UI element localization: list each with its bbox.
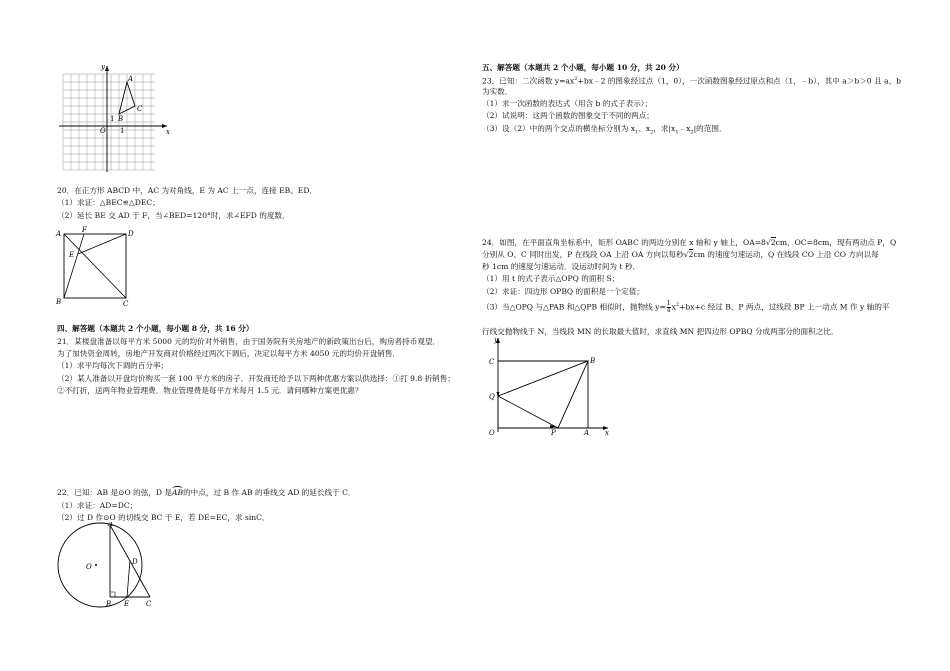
q24-l1r: 2 bbox=[770, 238, 776, 247]
rect-q-label: Q bbox=[489, 393, 495, 401]
q23-line1 bbox=[482, 74, 901, 87]
frac-num: 1 bbox=[666, 300, 671, 308]
x-axis-label: x bbox=[166, 128, 170, 136]
grid-triangle-figure bbox=[55, 62, 175, 174]
section-4-heading: 四、解答题（本题共 2 个小题，每小题 8 分，共 16 分） bbox=[57, 324, 254, 333]
q23-line5 bbox=[482, 123, 727, 139]
rect-o-label: O bbox=[489, 429, 495, 436]
rect-y-label: y bbox=[494, 336, 498, 344]
circ-label-a: A bbox=[108, 522, 114, 528]
rect-c-label: C bbox=[489, 358, 495, 366]
q24-line7: 行线交抛物线于 N，当线段 MN 的长取最大值时，求直线 MN 把四边形 OPBQ 分成两部分的面积之比． bbox=[482, 327, 839, 336]
q21-line3: （1）求平均每次下调的百分率； bbox=[57, 361, 169, 370]
q20-part2: （2）延长 BE 交 AD 于 F，当∠BED=120°时，求∠EFD 的度数． bbox=[57, 211, 290, 220]
circ-label-c: C bbox=[146, 600, 152, 608]
q23-l1sup: 2 bbox=[574, 76, 578, 82]
q21-line4: （2）某人准备以开盘均价购买一套 100 平方米的房子．开发商还给予以下两种优惠方案以供选择：①打 9.8 折销售； bbox=[57, 374, 455, 383]
q24-l1b: cm，OC=8cm，现有两动点 P，Q bbox=[775, 238, 897, 247]
q23-l5b: 、x bbox=[638, 124, 651, 133]
q24-line3: 秒 1cm 的速度匀速运动．设运动时间为 t 秒． bbox=[482, 262, 641, 271]
circ-label-o: O bbox=[86, 563, 92, 571]
tick-1-x: 1 bbox=[120, 127, 125, 135]
q21-line2: 为了加快资金周转，房地产开发商对价格经过两次下调后，决定以每平方米 4050 元的均价开盘销售． bbox=[57, 349, 401, 358]
q24-l2b: cm 的速度匀速运动，Q 在线段 CO 上沿 CO 方向以每 bbox=[693, 250, 879, 259]
sq-label-e: E bbox=[69, 251, 75, 259]
q24-l2r: 2 bbox=[688, 250, 694, 259]
circle-figure bbox=[54, 522, 164, 614]
point-c-label: C bbox=[137, 105, 143, 113]
q24-line4: （1）用 t 的式子表示△OPQ 的面积 S； bbox=[482, 274, 620, 283]
sqrt-sign: √ bbox=[765, 238, 771, 247]
q23-l5s1: 1 bbox=[635, 129, 639, 136]
square-abcd-figure bbox=[54, 224, 144, 308]
sq-label-d: D bbox=[128, 230, 134, 238]
q20-stem: 20．在正方形 ABCD 中，AC 为对角线，E 为 AC 上一点，连接 EB、ED． bbox=[57, 186, 318, 195]
q23-l5s3: 1 bbox=[675, 129, 679, 136]
q23-l5s4: 2 bbox=[690, 129, 694, 136]
q24-line5: （2）求证：四边形 OPBQ 的面积是一个定值； bbox=[482, 287, 644, 296]
rect-x-label: x bbox=[605, 429, 609, 436]
q24-l6b: x bbox=[671, 302, 676, 312]
sq-label-c: C bbox=[123, 300, 129, 308]
q21-line5: ②不打折，送两年物业管理费．物业管理费是每平方米每月 1.5 元．请问哪种方案更优惠？ bbox=[57, 386, 363, 395]
tick-1-y: 1 bbox=[110, 115, 115, 123]
q24-l6a: （3）当△OPQ 与△PAB 和△QPB 相似时，抛物线 y= bbox=[482, 302, 666, 312]
q20-part1: （1）求证：△BEC≌△DEC； bbox=[57, 198, 160, 207]
point-a-label: A bbox=[128, 75, 134, 83]
q24-l6sup: 2 bbox=[675, 302, 680, 308]
q22-stem-b: 的中点，过 B 作 AB 的垂线交 AD 的延长线于 C． bbox=[183, 488, 356, 497]
section-5-heading: 五、解答题（本题共 2 个小题，每小题 10 分，共 20 分） bbox=[482, 63, 684, 72]
sqrt-sign: √ bbox=[683, 250, 689, 259]
q23-line2: 为实数． bbox=[482, 87, 513, 96]
circ-label-e: E bbox=[124, 600, 130, 608]
q23-line4: （2）试说明：这两个函数的图象交于不同的两点； bbox=[482, 111, 654, 120]
q23-line3: （1）求一次函数的表达式（用含 b 的式子表示）； bbox=[482, 99, 653, 108]
q22-arc bbox=[172, 487, 183, 498]
q22-stem-a: 22．已知：AB 是⊙O 的弦，D 是 bbox=[57, 488, 172, 497]
q24-line2 bbox=[482, 249, 879, 260]
sq-label-f: F bbox=[82, 226, 87, 234]
sq-label-b: B bbox=[56, 298, 62, 306]
q24-l1a: 24．如图，在平面直角坐标系中，矩形 OABC 的两边分别在 x 轴和 y 轴上，OA=8 bbox=[482, 238, 766, 247]
q23-l5a: （3）设（2）中的两个交点的横坐标分别为 x bbox=[482, 124, 636, 133]
arc-label: AB bbox=[172, 488, 184, 497]
q23-l5d: ﹣x bbox=[678, 124, 691, 133]
q23-l5e: |的范围． bbox=[693, 124, 727, 133]
q24-line1 bbox=[482, 237, 896, 248]
q23-l1a: 23．已知：二次函数 y=ax bbox=[482, 76, 575, 86]
q22-part2: （2）过 D 作⊙O 的切线交 BC 于 E，若 DE=EC，求 sinC． bbox=[57, 513, 270, 522]
q22-stem bbox=[57, 487, 356, 498]
q24-l2a: 分别从 O、C 同时出发，P 在线段 OA 上沿 OA 方向以每秒 bbox=[482, 250, 684, 259]
circ-label-d: D bbox=[132, 558, 138, 566]
point-b-label: B bbox=[118, 115, 124, 123]
rect-a-label: A bbox=[584, 429, 590, 436]
q22-part1: （1）求证：AD=DC； bbox=[57, 501, 138, 510]
circ-label-b: B bbox=[106, 600, 112, 608]
rect-b-label: B bbox=[590, 357, 596, 365]
frac-den: 4 bbox=[666, 307, 671, 315]
q24-l6c: +bx+c 经过 B、P 两点，过线段 BP 上一动点 M 作 y 轴的平 bbox=[679, 302, 890, 312]
arc-mark bbox=[172, 486, 183, 491]
q21-line1: 21．某楼盘准备以每平方米 5000 元的均价对外销售，由于国务院有关房地产的新政策出台后，购房者持币观望． bbox=[57, 337, 441, 346]
rectangle-oabc-figure bbox=[484, 334, 614, 436]
q24-line6 bbox=[482, 300, 889, 314]
q23-l5s2: 2 bbox=[650, 129, 654, 136]
rect-p-label: P bbox=[551, 429, 556, 436]
q23-l1b: +bx﹣2 的图象经过点（1，0），一次函数图象经过原点和点（1，﹣b），其中 a＞b＞0 且 a、b bbox=[577, 76, 902, 86]
q23-l5c: ，求|x bbox=[653, 124, 676, 133]
origin-label: O bbox=[100, 127, 106, 135]
y-axis-label: y bbox=[101, 63, 105, 71]
fraction bbox=[667, 301, 671, 314]
sq-label-a: A bbox=[56, 230, 62, 238]
